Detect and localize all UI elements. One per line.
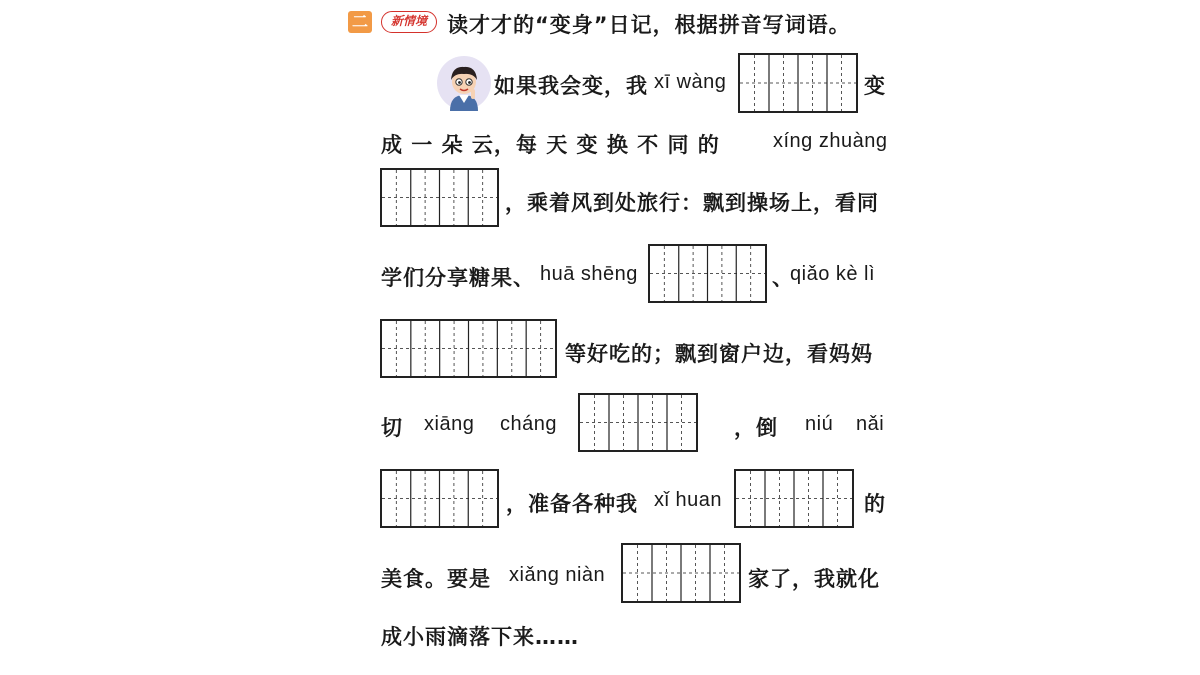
pinyin-chang: cháng [500, 413, 557, 435]
grid-lines [650, 246, 765, 301]
passage-line-8-text-2: 家了，我就化 [748, 567, 880, 591]
grid-lines [736, 471, 852, 526]
pinyin-qiao-ke-li: qiǎo kè lì [790, 263, 876, 285]
passage-line-1-end: 变 [864, 74, 886, 98]
passage-line-6-text-1: 切 [381, 416, 403, 440]
pinyin-xing-zhuang: xíng zhuàng [773, 130, 888, 152]
question-instruction: 读才才的“变身”日记，根据拼音写词语。 [447, 13, 851, 37]
answer-grid-xi-huan[interactable] [734, 469, 854, 528]
pinyin-niu: niú [805, 413, 834, 435]
answer-grid-niu-nai[interactable] [380, 469, 499, 528]
pinyin-xi-wang: xī wàng [654, 71, 727, 93]
grid-lines [382, 471, 497, 526]
grid-lines [623, 545, 739, 601]
grid-lines [382, 321, 555, 376]
answer-grid-xiang-nian[interactable] [621, 543, 741, 603]
pinyin-nai: nǎi [856, 413, 885, 435]
passage-line-5-text: 等好吃的；飘到窗户边，看妈妈 [565, 342, 873, 366]
passage-line-9-text: 成小雨滴落下来…… [381, 625, 579, 649]
new-context-tag: 新情境 [381, 11, 437, 33]
grid-lines [740, 55, 856, 111]
pinyin-xi-huan: xǐ huan [654, 489, 722, 511]
grid-lines [580, 395, 696, 450]
passage-line-7-text-1: ，准备各种我 [506, 492, 638, 516]
passage-line-1-text: 如果我会变，我 [494, 74, 648, 98]
answer-grid-hua-sheng[interactable] [648, 244, 767, 303]
passage-line-7-text-2: 的 [864, 492, 886, 516]
passage-line-4-text: 学们分享糖果、 [381, 266, 535, 290]
passage-line-2-text: 成 一 朵 云，每 天 变 换 不 同 的 [381, 133, 720, 157]
passage-line-4-separator: 、 [772, 266, 794, 290]
grid-lines [382, 170, 497, 225]
passage-line-6-text-2: ，倒 [734, 416, 778, 440]
answer-grid-xi-wang[interactable] [738, 53, 858, 113]
answer-grid-qiao-ke-li[interactable] [380, 319, 557, 378]
passage-line-8-text-1: 美食。要是 [381, 567, 491, 591]
question-number-badge: 二 [348, 11, 372, 33]
pinyin-xiang: xiāng [424, 413, 475, 435]
answer-grid-xing-zhuang[interactable] [380, 168, 499, 227]
passage-line-3-text: ，乘着风到处旅行：飘到操场上，看同 [505, 191, 879, 215]
pinyin-hua-sheng: huā shēng [540, 263, 638, 285]
pinyin-xiang-nian: xiǎng niàn [509, 564, 606, 586]
boy-avatar-icon [436, 55, 492, 111]
answer-grid-xiang-chang[interactable] [578, 393, 698, 452]
